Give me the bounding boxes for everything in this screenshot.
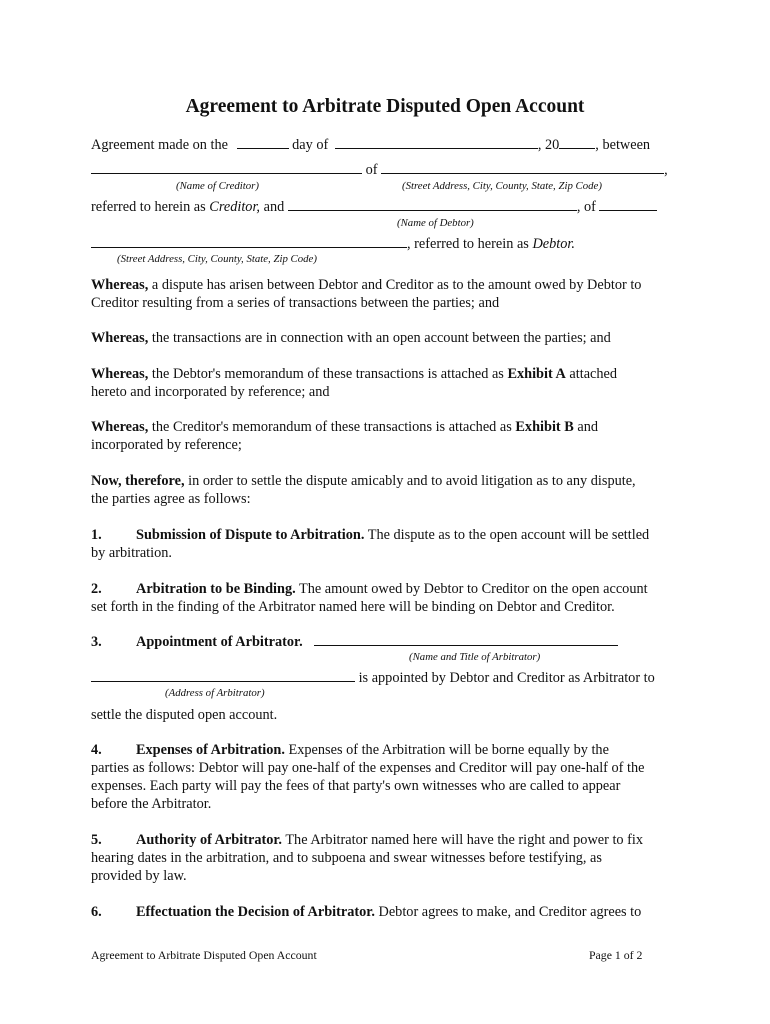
intro-line-4	[91, 235, 575, 253]
arbitrator-name-caption: (Name and Title of Arbitrator)	[409, 651, 541, 663]
whereas-label: Whereas,	[91, 277, 149, 293]
of-after-debtor-text: , of	[576, 199, 596, 215]
arbitrator-address-blank[interactable]	[91, 669, 355, 682]
intro-line-1	[91, 136, 650, 154]
referred-debtor-text: , referred to herein as	[407, 236, 529, 252]
arbitrator-address-caption: (Address of Arbitrator)	[165, 687, 265, 699]
debtor-name-blank[interactable]	[288, 198, 577, 211]
section-2-line-1	[91, 580, 648, 598]
intro-line-2	[91, 161, 668, 179]
section-3-line-2	[91, 669, 655, 687]
creditor-name-blank[interactable]	[91, 161, 362, 174]
whereas-2	[91, 329, 611, 347]
section-6-text: Debtor agrees to make, and Creditor agrees to	[378, 904, 642, 920]
creditor-word: Creditor,	[209, 199, 261, 215]
section-5-line-3: provided by law.	[91, 868, 187, 884]
whereas-1-text: a dispute has arisen between Debtor and Creditor as to the amount owed by Debtor to	[151, 277, 642, 293]
section-3-number: 3.	[91, 634, 102, 650]
now-therefore-line-2: the parties agree as follows:	[91, 491, 251, 507]
section-6-number: 6.	[91, 904, 102, 920]
appointed-text: is appointed by Debtor and Creditor as Arbitrator to	[358, 670, 655, 686]
whereas-1-line-2: Creditor resulting from a series of transactions between the parties; and	[91, 295, 500, 311]
section-4-line-3: expenses. Each party will pay the fees of that party's own witnesses who are called to appear	[91, 778, 621, 794]
whereas-label: Whereas,	[91, 419, 149, 435]
of-text: of	[365, 162, 378, 178]
and-text: and	[263, 199, 285, 215]
day-blank[interactable]	[237, 136, 289, 149]
street-address-caption-1: (Street Address, City, County, State, Zip Code)	[402, 180, 602, 192]
section-1-text: The dispute as to the open account will be settled	[367, 527, 650, 543]
section-1-line-2: by arbitration.	[91, 545, 172, 561]
footer-page-number: Page 1 of 2	[589, 948, 643, 962]
exhibit-b: Exhibit B	[515, 419, 574, 435]
section-5-line-2: hearing dates in the arbitration, and to subpoena and swear witnesses before testifying, as	[91, 850, 602, 866]
made-on-text: Agreement made on the	[91, 137, 228, 153]
section-6-heading: Effectuation the Decision of Arbitrator.	[136, 904, 375, 920]
now-therefore-label: Now, therefore,	[91, 473, 185, 489]
section-4-line-1	[91, 741, 609, 759]
whereas-2-text: the transactions are in connection with an open account between the parties; and	[151, 330, 611, 346]
section-4-line-4: before the Arbitrator.	[91, 796, 212, 812]
section-2-number: 2.	[91, 581, 102, 597]
street-address-caption-2: (Street Address, City, County, State, Zip Code)	[117, 253, 317, 265]
debtor-word: Debtor.	[532, 236, 575, 252]
section-5-text: The Arbitrator named here will have the right and power to fix	[285, 832, 644, 848]
footer-title: Agreement to Arbitrate Disputed Open Account	[91, 948, 317, 962]
section-4-line-2: parties as follows: Debtor will pay one-half of the expenses and Creditor will pay one-half of the	[91, 760, 645, 776]
whereas-3-line-2: hereto and incorporated by reference; and	[91, 384, 330, 400]
section-4-text: Expenses of the Arbitration will be borne equally by the	[288, 742, 609, 758]
now-therefore-text: in order to settle the dispute amicably and to avoid litigation as to any dispute,	[188, 473, 636, 489]
section-2-heading: Arbitration to be Binding.	[136, 581, 296, 597]
arbitrator-name-blank[interactable]	[314, 633, 618, 646]
month-blank[interactable]	[335, 136, 538, 149]
day-of-text: day of	[292, 137, 329, 153]
whereas-4-text-end: and	[577, 419, 599, 435]
section-6-line-1	[91, 903, 641, 921]
whereas-4-line-1	[91, 418, 598, 436]
whereas-3-text: the Debtor's memorandum of these transactions is attached as	[151, 366, 504, 382]
section-4-heading: Expenses of Arbitration.	[136, 742, 285, 758]
referred-creditor-text: referred to herein as	[91, 199, 206, 215]
section-5-number: 5.	[91, 832, 102, 848]
section-1-line-1	[91, 526, 649, 544]
section-2-text: The amount owed by Debtor to Creditor on the open account	[299, 581, 648, 597]
debtor-address-blank[interactable]	[91, 235, 407, 248]
whereas-4-line-2: incorporated by reference;	[91, 437, 242, 453]
exhibit-a: Exhibit A	[507, 366, 566, 382]
now-therefore-line-1	[91, 472, 636, 490]
whereas-label: Whereas,	[91, 330, 149, 346]
whereas-4-text: the Creditor's memorandum of these transactions is attached as	[151, 419, 512, 435]
section-3-heading: Appointment of Arbitrator.	[136, 634, 303, 650]
debtor-address-blank-start[interactable]	[599, 198, 657, 211]
whereas-label: Whereas,	[91, 366, 149, 382]
section-2-line-2: set forth in the finding of the Arbitrator named here will be binding on Debtor and Creditor.	[91, 599, 615, 615]
whereas-3-text-end: attached	[569, 366, 618, 382]
comma-text: ,	[664, 162, 668, 178]
document-title: Agreement to Arbitrate Disputed Open Account	[185, 96, 585, 117]
section-5-heading: Authority of Arbitrator.	[136, 832, 282, 848]
section-1-number: 1.	[91, 527, 102, 543]
year-prefix-text: , 20	[537, 137, 560, 153]
between-text: , between	[595, 137, 651, 153]
section-3-line-3: settle the disputed open account.	[91, 707, 278, 723]
section-3-line-1	[91, 633, 618, 651]
year-blank[interactable]	[559, 136, 595, 149]
section-1-heading: Submission of Dispute to Arbitration.	[136, 527, 365, 543]
name-of-debtor-caption: (Name of Debtor)	[397, 217, 474, 229]
whereas-3-line-1	[91, 365, 617, 383]
section-5-line-1	[91, 831, 643, 849]
intro-line-3	[91, 198, 657, 216]
name-of-creditor-caption: (Name of Creditor)	[176, 180, 259, 192]
section-4-number: 4.	[91, 742, 102, 758]
whereas-1-line-1	[91, 276, 641, 294]
creditor-address-blank[interactable]	[381, 161, 664, 174]
